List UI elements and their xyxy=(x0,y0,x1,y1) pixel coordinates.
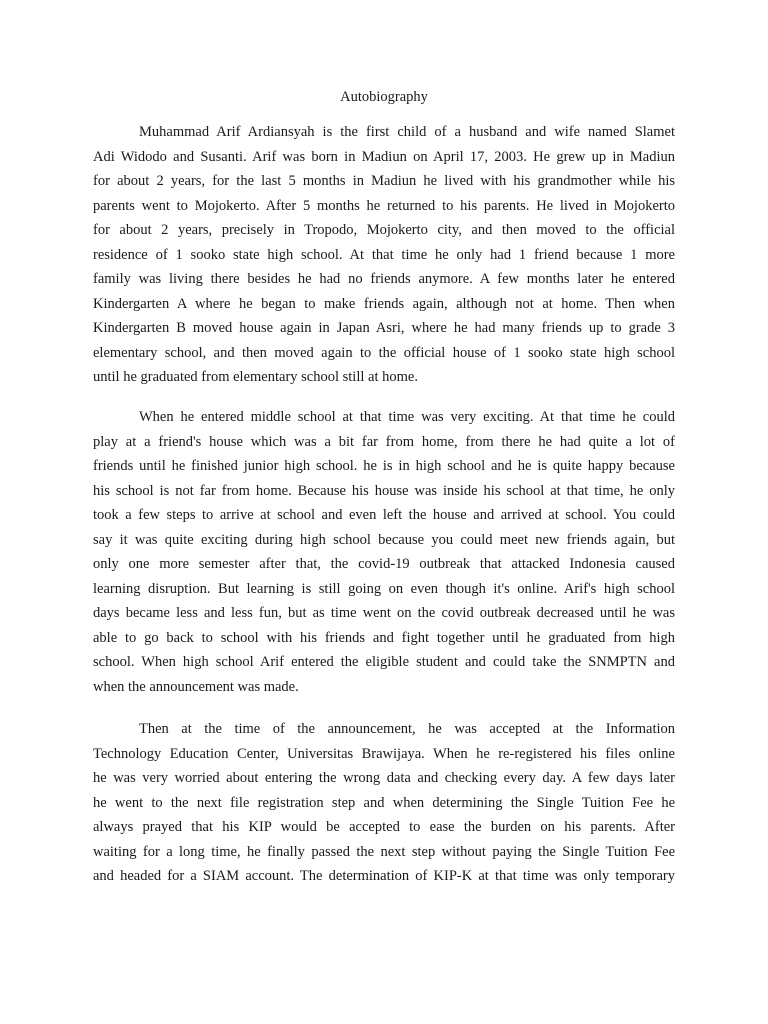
text-line: for about 2 years, for the last 5 months in Madiun he lived with his grandmother while his xyxy=(93,173,675,189)
text-line: his school is not far from home. Because his house was inside his school at that time, he only xyxy=(93,482,675,499)
text-line: he went to the next file registration step and when determining the Single Tuition Fee he xyxy=(93,794,675,811)
text-line: residence of 1 sooko state high school. At that time he only had 1 friend because 1 more xyxy=(93,246,675,263)
text-line: Kindergarten A where he began to make friends again, although not at home. Then when xyxy=(93,295,675,312)
text-line: when the announcement was made. xyxy=(93,678,299,695)
text-line: say it was quite exciting during high school because you could meet new friends again, but xyxy=(93,531,675,548)
text-line: he was very worried about entering the wrong data and checking every day. A few days later xyxy=(93,770,675,786)
text-line: always prayed that his KIP would be accepted to ease the burden on his parents. After xyxy=(93,819,675,835)
text-line: only one more semester after that, the covid-19 outbreak that attacked Indonesia caused xyxy=(93,556,675,572)
text-line: for about 2 years, precisely in Tropodo, Mojokerto city, and then moved to the official xyxy=(93,222,675,238)
text-line: until he graduated from elementary school still at home. xyxy=(93,369,418,385)
text-line: Adi Widodo and Susanti. Arif was born in Madiun on April 17, 2003. He grew up in Madiun xyxy=(93,148,675,165)
text-line: able to go back to school with his friends and fight together until he graduated from high xyxy=(93,629,675,646)
text-line: Kindergarten B moved house again in Japan Asri, where he had many friends up to grade 3 xyxy=(93,320,675,336)
text-line: parents went to Mojokerto. After 5 months he returned to his parents. He lived in Mojokerto xyxy=(93,197,675,214)
text-line: waiting for a long time, he finally passed the next step without paying the Single Tuition Fee xyxy=(93,843,675,860)
text-line: and headed for a SIAM account. The determination of KIP-K at that time was only temporary xyxy=(93,868,675,884)
text-line: family was living there besides he had no friends anymore. A few months later he entered xyxy=(93,271,675,287)
text-line: took a few steps to arrive at school and even left the house and arrived at school. You could xyxy=(93,507,675,523)
paragraph-2 xyxy=(93,405,675,699)
text-line: When he entered middle school at that time was very exciting. At that time he could xyxy=(139,409,675,425)
text-line: Then at the time of the announcement, he was accepted at the Information xyxy=(139,721,675,737)
text-line: learning disruption. But learning is still going on even though it's online. Arif's high school xyxy=(93,580,675,597)
text-line: school. When high school Arif entered the eligible student and could take the SNMPTN and xyxy=(93,654,675,670)
text-line: play at a friend's house which was a bit far from home, from there he had quite a lot of xyxy=(93,433,675,450)
document-title: Autobiography xyxy=(340,89,428,105)
paragraph-1 xyxy=(93,120,675,390)
text-line: elementary school, and then moved again to the official house of 1 sooko state high school xyxy=(93,344,675,361)
text-line: Muhammad Arif Ardiansyah is the first child of a husband and wife named Slamet xyxy=(139,124,675,140)
text-line: Technology Education Center, Universitas Brawijaya. When he re-registered his files online xyxy=(93,745,675,762)
text-line: friends until he finished junior high school. he is in high school and he is quite happy because xyxy=(93,458,675,474)
paragraph-3 xyxy=(93,717,675,889)
text-line: days became less and less fun, but as time went on the covid outbreak decreased until he was xyxy=(93,605,675,621)
